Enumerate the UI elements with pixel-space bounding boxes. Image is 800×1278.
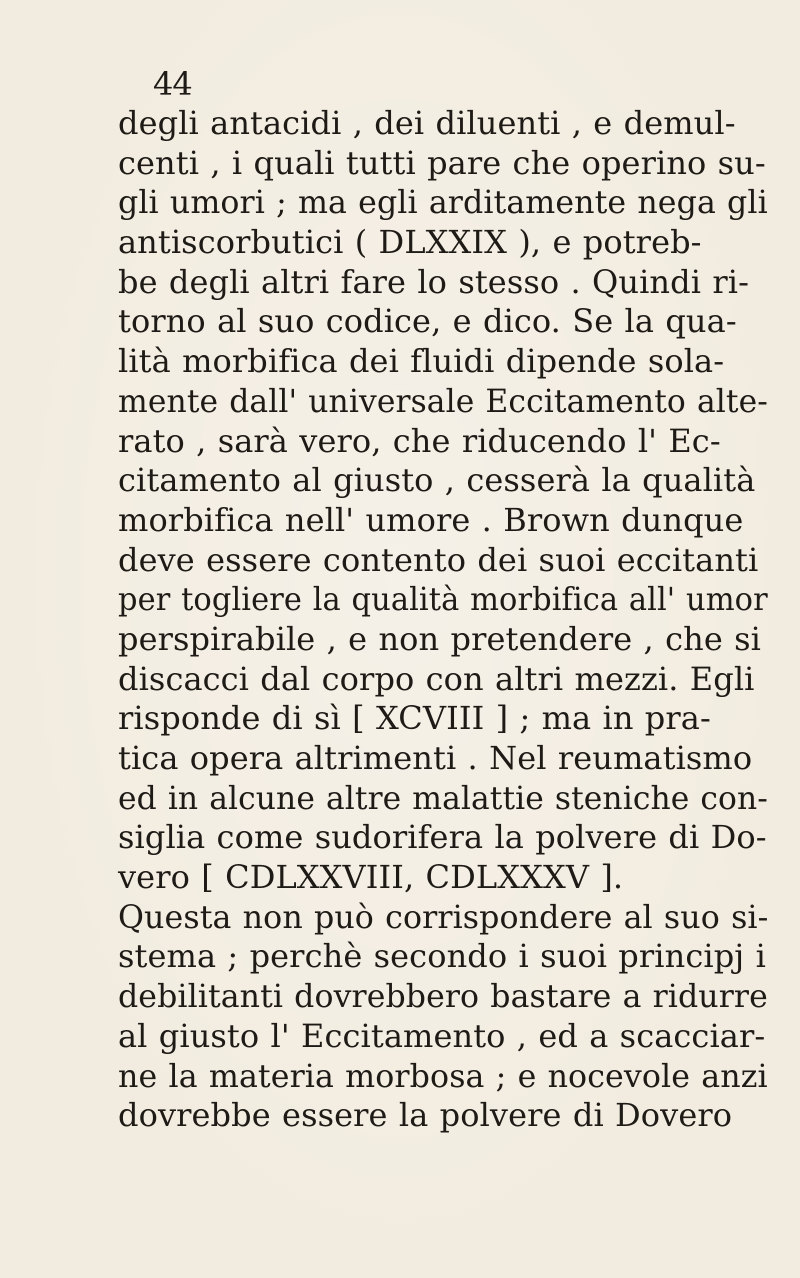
text-line: gli umori ; ma egli arditamente nega gli — [118, 183, 768, 222]
text-line: tica opera altrimenti . Nel reumatismo — [118, 739, 753, 777]
body-text — [118, 104, 768, 1136]
text-line: risponde di sì [ XCVIII ] ; ma in pra- — [118, 699, 711, 738]
text-line: citamento al giusto , cesserà la qualità — [118, 461, 756, 500]
text-line: antiscorbutici ( DLXXIX ), e potreb- — [118, 223, 702, 262]
text-line: Questa non può corrispondere al suo si- — [118, 897, 769, 936]
text-line: dovrebbe essere la polvere di Dovero — [118, 1096, 733, 1135]
page-number: 44 — [153, 65, 192, 103]
text-line: perspirabile , e non pretendere , che si — [118, 619, 761, 658]
text-line: vero [ CDLXXVIII, CDLXXXV ]. — [118, 858, 624, 897]
text-line: be degli altri fare lo stesso . Quindi ri- — [118, 262, 749, 301]
text-line: per togliere la qualità morbifica all' umor — [118, 580, 768, 619]
text-line: centi , i quali tutti pare che operino su- — [118, 143, 766, 182]
text-line: al giusto l' Eccitamento , ed a scacciar- — [118, 1016, 766, 1055]
text-line: degli antacidi , dei diluenti , e demul- — [118, 104, 736, 142]
text-line: ne la materia morbosa ; e nocevole anzi — [118, 1056, 768, 1095]
text-line: morbifica nell' umore . Brown dunque — [118, 500, 744, 539]
text-line: torno al suo codice, e dico. Se la qua- — [118, 302, 737, 341]
text-line: lità morbifica dei fluidi dipende sola- — [118, 342, 725, 381]
text-line: ed in alcune altre malattie steniche con- — [118, 778, 768, 817]
text-line: mente dall' universale Eccitamento alte- — [118, 381, 768, 420]
text-line: discacci dal corpo con altri mezzi. Egli — [118, 659, 755, 698]
text-line: debilitanti dovrebbero bastare a ridurre — [118, 977, 768, 1016]
text-line: stema ; perchè secondo i suoi principj i — [118, 937, 766, 976]
text-line: deve essere contento dei suoi eccitanti — [118, 540, 759, 579]
text-line: siglia come sudorifera la polvere di Do- — [118, 818, 767, 857]
text-line: rato , sarà vero, che riducendo l' Ec- — [118, 421, 721, 460]
